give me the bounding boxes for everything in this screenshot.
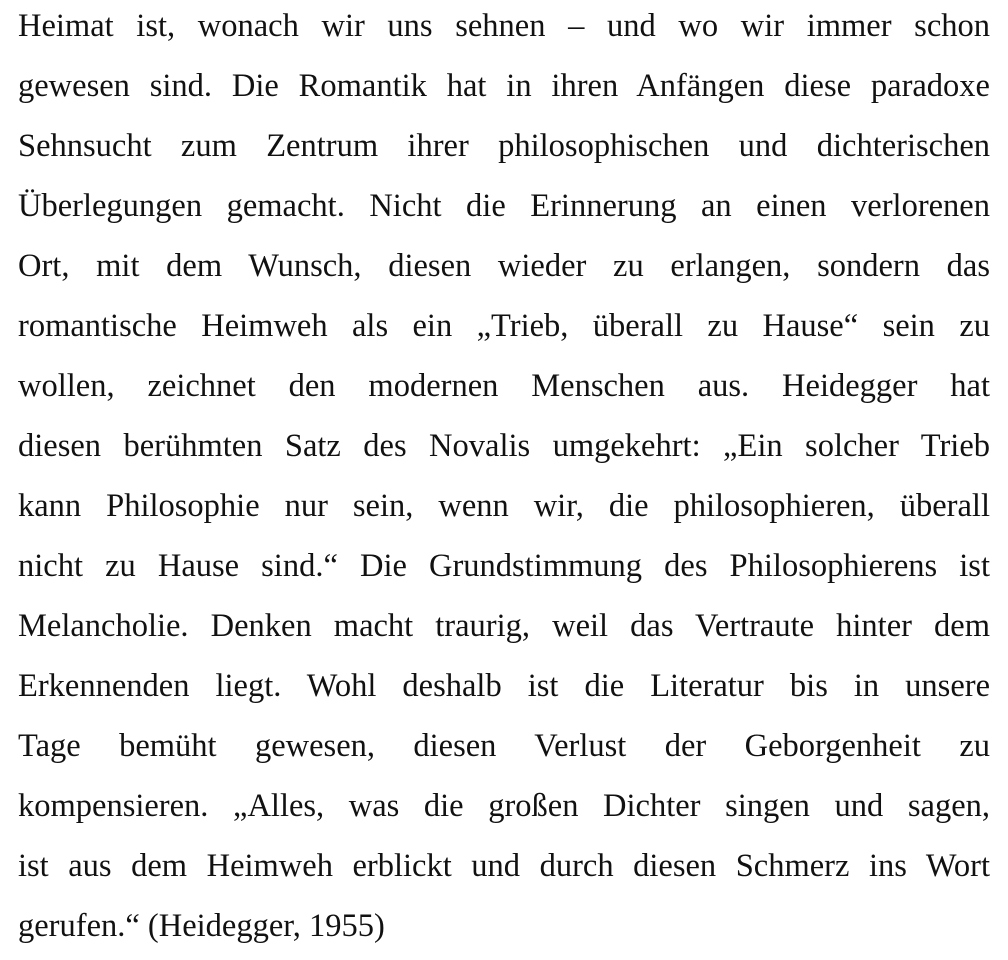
text-line: nicht zu Hause sind.“ Die Grundstimmung des Philosophierens ist (18, 548, 990, 584)
text-line: ist aus dem Heimweh erblickt und durch diesen Schmerz ins Wort (18, 848, 990, 884)
text-line: diesen berühmten Satz des Novalis umgekehrt: „Ein solcher Trieb (18, 428, 990, 464)
text-line: Melancholie. Denken macht traurig, weil das Vertraute hinter dem (18, 608, 990, 644)
text-line-last: gerufen.“ (Heidegger, 1955) (18, 908, 385, 944)
text-line: Überlegungen gemacht. Nicht die Erinnerung an einen verlorenen (18, 188, 990, 224)
text-line: kompensieren. „Alles, was die großen Dichter singen und sagen, (18, 788, 990, 824)
document-page (18, 0, 990, 960)
text-line: Ort, mit dem Wunsch, diesen wieder zu erlangen, sondern das (18, 248, 990, 284)
text-line: Erkennenden liegt. Wohl deshalb ist die Literatur bis in unsere (18, 668, 990, 704)
text-line: kann Philosophie nur sein, wenn wir, die philosophieren, überall (18, 488, 990, 524)
text-line: Tage bemüht gewesen, diesen Verlust der Geborgenheit zu (18, 728, 990, 764)
text-line: romantische Heimweh als ein „Trieb, überall zu Hause“ sein zu (18, 308, 990, 344)
text-line: wollen, zeichnet den modernen Menschen aus. Heidegger hat (18, 368, 990, 404)
text-line: gewesen sind. Die Romantik hat in ihren Anfängen diese paradoxe (18, 68, 990, 104)
text-line: Sehnsucht zum Zentrum ihrer philosophischen und dichterischen (18, 128, 990, 164)
text-line: Heimat ist, wonach wir uns sehnen – und wo wir immer schon (18, 8, 990, 44)
